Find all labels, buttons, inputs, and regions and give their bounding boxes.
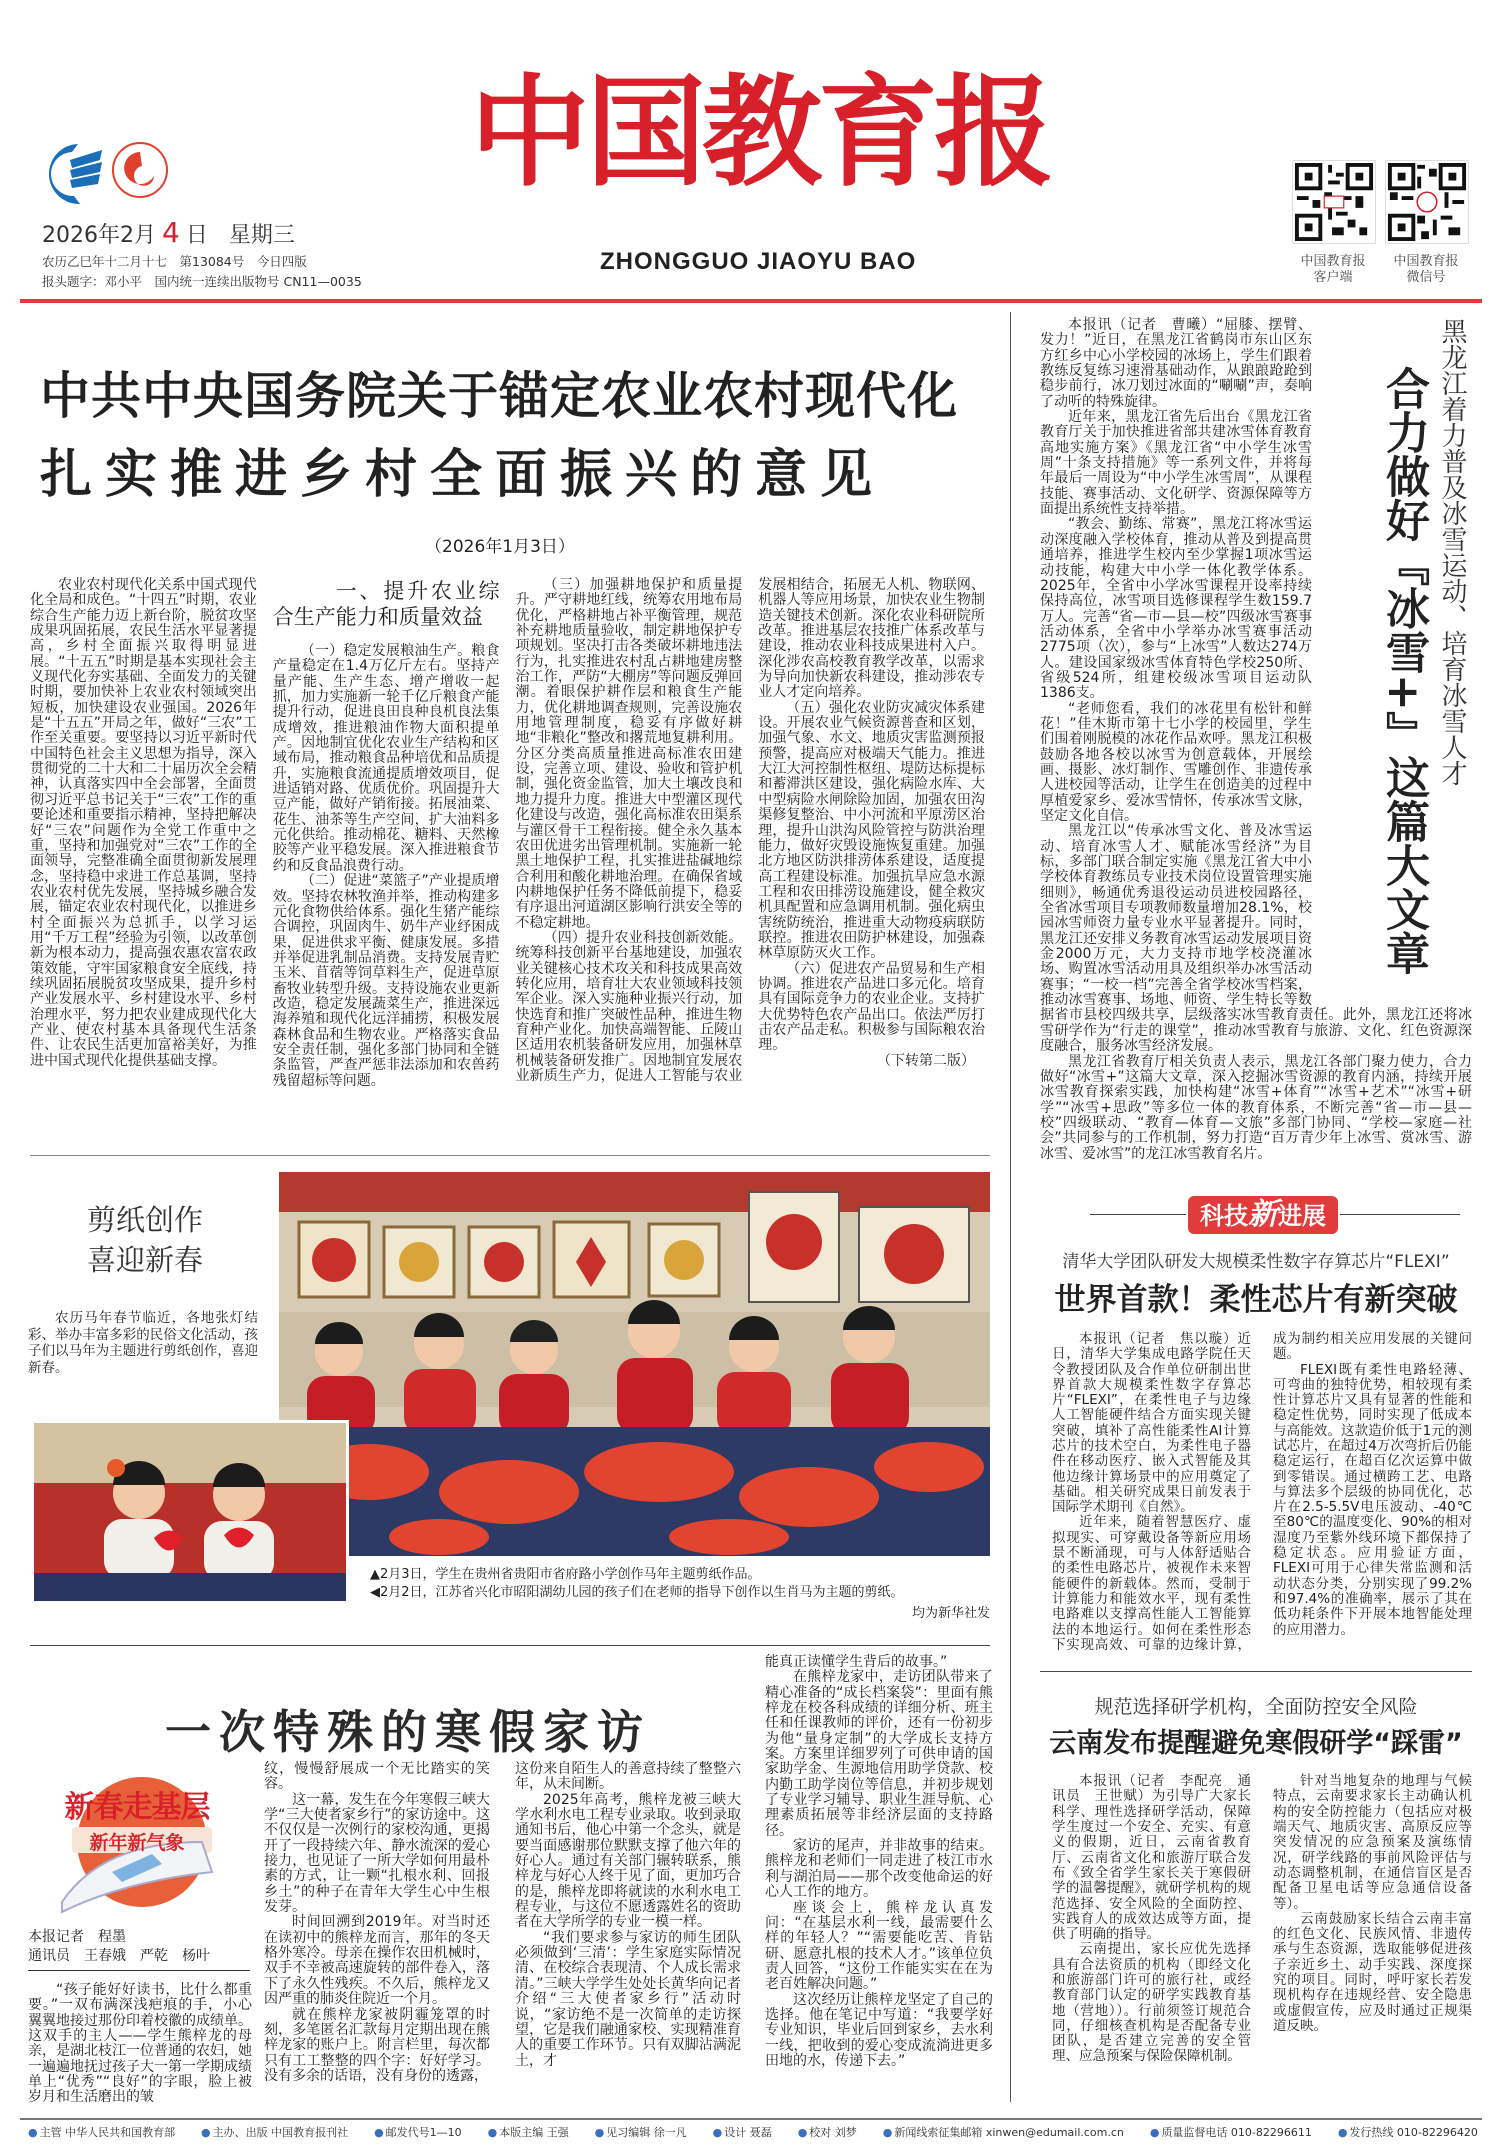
date-suffix: 日 bbox=[185, 223, 208, 248]
paragraph: 纹，慢慢舒展成一个无比踏实的笑容。 bbox=[264, 1761, 490, 1793]
paragraph: （四）提升农业科技创新效能。统筹科技创新平台基地建设，加强农业关键核心技术攻关和科技成果高效转化应用，培育壮大农业领域科技领军企业。深入实施种业振兴行动，加快选育和推广突破性品种，推进生物育种产业化。加快高端智能、丘陵山区适用农机装备研发应用，加强林草机械装备研发推广。因地制宜发展农业新质生产力，促进人工智能与农业发展相结合，拓展无人机、物联网、机器人等应用场景，加快农业生物制造关键技术创新。深化农业科研院所改革。推进基层农技推广体系改革与建设，推动农业科技成果进村入户。深化涉农高校教育教学改革，以需求为导向加快新农科建设，推动涉农专业人才定向培养。 bbox=[515, 577, 985, 1084]
qr-code-icon bbox=[1385, 160, 1469, 244]
main-headline-line1: 中共中央国务院关于锚定农业农村现代化 bbox=[40, 367, 958, 425]
tech-article-subtitle: 清华大学团队研发大规模柔性数字存算芯片“FLEXI” bbox=[1062, 1251, 1450, 1272]
paragraph: 就在熊梓龙家被阴霾笼罩的时刻，多笔匿名汇款每月定期出现在熊梓龙家的账户上。附言栏里，每次都只有工工整整的四个字：好好学习。没有多余的话语，没有身份的透露， bbox=[264, 2006, 490, 2084]
qr-caption: 客户端 bbox=[1313, 270, 1353, 285]
date-prefix: 2026年2月 bbox=[42, 223, 156, 248]
ice-article-title: 合力做好『冰雪+』这篇大文章 bbox=[1378, 366, 1429, 975]
paragraph: 本报讯（记者 焦以璇）近日，清华大学集成电路学院任天令教授团队及合作单位研制出世界首款大规模柔性数字存算芯片“FLEXI”，在柔性电子与边缘人工智能硬件结合方面实现关键突破，填补了高性能柔性AI计算芯片的技术空白，为柔性电子器件在移动医疗、嵌入式智能及其他边缘计算场景中的应用奠定了基础。相关研究成果日前发表于国际学术期刊《自然》。 bbox=[1052, 1330, 1251, 1516]
kindergarten-papercut-photo bbox=[31, 1420, 349, 1604]
visit-column-2 bbox=[264, 1762, 490, 2084]
inscription-info: 报头题字：邓小平 国内统一连续出版物号 CN11—0035 bbox=[42, 274, 362, 289]
tech-article-title: 世界首款！柔性芯片有新突破 bbox=[1054, 1281, 1458, 1318]
photo-title-line: 喜迎新春 bbox=[86, 1243, 203, 1277]
paragraph: （三）加强耕地保护和质量提升。严守耕地红线，统筹农用地布局优化，严格耕地占补平衡管理，规范补充耕地质量验收，制定耕地保护专项规划。坚决打击各类破坏耕地违法行为，扎实推进农村乱占耕地建房整治工作，严防“大棚房”等问题反弹回潮。着眼保护耕作层和粮食生产能力，优化耕地调查规则，完善设施农用地管理制度，稳妥有序做好耕地“非粮化”整改和撂荒地复耕利用。分区分类高质量推进高标准农田建设，完善立项、建设、验收和管护机制，强化资金监管，加大土壤改良和地力提升力度。推进大中型灌区现代化建设与改造，强化高标准农田渠系与灌区骨干工程衔接。健全永久基本农田优进劣出管理机制。实施新一轮黑土地保护工程，扎实推进盐碱地综合利用和酸化耕地治理。在确保省域内耕地保护任务不降低前提下，稳妥有序退出河道湖区影响行洪安全等的不稳定耕地。 bbox=[515, 577, 743, 931]
section-divider bbox=[30, 1155, 990, 1156]
paragraph: 云南提出，家长应优先选择具有合法资质的机构（即经文化和旅游部门许可的旅行社，或经教育部门认定的研学实践教育基地（营地））。行前须签订规范合同，仔细核查机构是否配备专业团队，是否建立完善的安全管理、应急预案与保险保障机制。 bbox=[1052, 1941, 1251, 2065]
badge-title: 新春走基层 bbox=[64, 1790, 210, 1825]
badge-text-calligraphy: 新 bbox=[1248, 1196, 1278, 1232]
tech-article-body bbox=[1052, 1332, 1472, 1653]
footer-item: ● 主办、出版 中国教育报刊社 bbox=[201, 2126, 349, 2139]
ice-article-title-block bbox=[1322, 318, 1472, 998]
section-heading: 一、提升农业综合生产能力和质量效益 bbox=[272, 579, 500, 629]
paragraph: “教会、勤练、常赛”，黑龙江将冰雪运动深度融入学校体育，推动从普及到提高贯通培养，推进学生校内至少掌握1项冰雪运动技能，构建大中小学一体化教学体系。2025年，全省中小学冰雪课程开设率持续保持高位，冰雪项目选修课程学生数159.7万人。完善“省—市—县—校”四级冰雪赛事活动体系，全省中小学举办冰雪赛事活动2775项（次），参与“上冰雪”人数达274万人。建设国家级冰雪体育特色学校250所、省级524所，组建校级冰雪项目运动队1386支。 bbox=[1040, 516, 1312, 702]
footer-item: ● 见习编辑 徐一凡 bbox=[594, 2126, 687, 2139]
header-divider bbox=[20, 299, 1482, 303]
ice-article-kicker: 黑龙江着力普及冰雪运动、培育冰雪人才 bbox=[1437, 318, 1467, 786]
qr-caption: 微信号 bbox=[1406, 270, 1446, 285]
ice-article bbox=[1040, 318, 1472, 1162]
papercut-classroom-photo bbox=[279, 1172, 990, 1556]
paragraph: 农业农村现代化关系中国式现代化全局和成色。“十四五”时期，农业综合生产能力迈上新台阶，脱贫攻坚成果巩固拓展，农民生活水平显著提高，乡村全面振兴取得明显进展。“十五五”时期是基本实现社会主义现代化夯实基础、全面发力的关键时期，要加快补上农业农村领域突出短板，加快建设农业强国。2026年是“十五五”开局之年，做好“三农”工作至关重要。要坚持以习近平新时代中国特色社会主义思想为指导，深入贯彻党的二十大和二十届历次全会精神，认真落实四中全会部署，全面贯彻习近平总书记关于“三农”工作的重要论述和重要指示精神，坚持把解决好“三农”问题作为全党工作重中之重，坚持和加强党对“三农”工作的全面领导，完整准确全面贯彻新发展理念，坚持稳中求进工作总基调，坚持农业农村优先发展，坚持城乡融合发展，锚定农业农村现代化，以推进乡村全面振兴为总抓手，以学习运用“千万工程”经验为引领，以改革创新为根本动力，提高强农惠农富农政策效能，守牢国家粮食安全底线，持续巩固拓展脱贫攻坚成果，提升乡村产业发展水平、乡村建设水平、乡村治理水平，努力把农业建成现代化大产业、使农村基本具备现代生活条件、让农民生活更加富裕美好，为推进中国式现代化提供基础支撑。 bbox=[30, 577, 257, 1069]
paragraph: 这次经历让熊梓龙坚定了自己的选择。他在笔记中写道：“我要学好专业知识，毕业后回到家乡，去水利一线，把收到的爱心变成流淌进更多田地的水，传递下去。” bbox=[765, 1991, 993, 2069]
yunnan-article-body bbox=[1052, 1774, 1472, 2065]
paragraph: 这一幕，发生在今年寒假三峡大学“三大使者家乡行”的家访途中。这不仅仅是一次例行的家校沟通，更揭开了一段持续六年、静水流深的爱心接力，也见证了一所大学如何用最朴素的方式，让一颗“扎根水利、回报乡土”的种子在青年大学生心中生根发芽。 bbox=[264, 1791, 490, 1916]
lunar-issue-info: 农历乙巳年十二月十七 第13084号 今日四版 bbox=[42, 254, 307, 269]
main-article-body bbox=[30, 578, 985, 1089]
logo-group bbox=[40, 138, 170, 210]
photo-caption-1: ▲2月3日，学生在贵州省贵阳市省府路小学创作马年主题剪纸作品。 bbox=[370, 1567, 761, 1582]
column-divider bbox=[1010, 312, 1011, 2102]
masthead-logo: 中国教育报 bbox=[470, 62, 1050, 203]
paragraph: 这份来自陌生人的善意持续了整整六年，从未间断。 bbox=[515, 1761, 741, 1793]
section-divider bbox=[1040, 1671, 1472, 1672]
qr-client[interactable] bbox=[1292, 160, 1383, 286]
footer-item: ● 主管 中华人民共和国教育部 bbox=[28, 2126, 176, 2139]
paragraph: （六）促进农产品贸易和生产相协调。推进农产品进口多元化。培育具有国际竞争力的农业企业。支持扩大优势特色农产品出口。依法严厉打击农产品走私。积极参与国际粮农治理。 bbox=[758, 960, 985, 1054]
paragraph: 云南鼓励家长结合云南丰富的红色文化、民族风情、非遗传承与生态资源，选取能够促进孩子亲近乡土、动手实践、深度探究的项目。同时，呼吁家长若发现机构存在违规经营、安全隐患或虚假宣传，应及时通过正规渠道反映。 bbox=[1273, 1910, 1472, 2034]
paragraph: “孩子能好好读书，比什么都重要。”一双布满深浅疤痕的手，小心翼翼地接过那份印着校徽的成绩单。这双手的主人——学生熊梓龙的母亲，是湖北枝江一位普通的农妇，她一遍遍地抚过孩子大一第一学期成绩单上“优秀”“良好”的字眼，脸上被岁月和生活磨出的皱 bbox=[28, 1982, 252, 2106]
qr-caption: 中国教育报 bbox=[1300, 254, 1366, 269]
badge-text: 科技 bbox=[1200, 1201, 1248, 1230]
footer-email[interactable]: ● 新闻线索征集邮箱 xinwen@edumail.com.cn bbox=[882, 2126, 1124, 2139]
visit-column-4 bbox=[765, 1655, 993, 2069]
footer-info bbox=[28, 2124, 1478, 2140]
paragraph: 针对当地复杂的地理与气候特点，云南要求家长主动确认机构的安全防控能力（包括应对极端天气、地质灾害、高原反应等突发情况的应急预案及演练情况，研学线路的事前风险评估与动态调整机制，在通信盲区是否配备卫星电话等应急通信设备等）。 bbox=[1273, 1773, 1472, 1912]
main-article-date: （2026年1月3日） bbox=[425, 537, 575, 557]
badge-line bbox=[1090, 1214, 1186, 1215]
main-headline-line2: 扎实推进乡村全面振兴的意见 bbox=[40, 445, 886, 505]
section-divider bbox=[30, 1645, 990, 1646]
tech-badge-row bbox=[1040, 1196, 1472, 1236]
photo-caption-2: ◀2月2日，江苏省兴化市昭阳湖幼儿园的孩子们在老师的指导下创作以生肖马为主题的剪纸。 bbox=[370, 1585, 904, 1600]
paragraph: 黑龙江省教育厅相关负责人表示，黑龙江各部门聚力使力，合力做好“冰雪+”这篇大文章，深入挖掘冰雪资源的教育内涵，持续开展冰雪教育探索实践，加快构建“冰雪+体育”“冰雪+艺术”“冰雪+研学”“冰雪+思政”等多位一体的教育体系，不断完善“省—市—县—校”四级联动、“教育—体育—文旅”多部门协同、“学校—家庭—社会”共同参与的工作机制，努力打造“百万青少年上冰雪、赏冰雪、游冰雪、爱冰雪”的龙江冰雪教育名片。 bbox=[1040, 1053, 1472, 1162]
new-year-grassroots-badge bbox=[42, 1772, 232, 1922]
tech-progress-badge bbox=[1188, 1196, 1338, 1234]
paragraph: （五）强化农业防灾减灾体系建设。开展农业气候资源普查和区划，加强气象、水文、地质灾害监测预报预警，提高应对极端天气能力。推进大江大河控制性枢纽、堤防达标提标和蓄滞洪区建设，强化病险水库、大中型病险水闸除险加固，加强农田沟渠修复整治、中小河流和平原涝区治理，提升山洪沟风险管控与防洪治理能力，做好灾毁设施恢复重建。加强北方地区防洪排涝体系建设，适度提高工程建设标准。加强抗旱应急水源工程和农田排涝设施建设，健全救灾机具配置和应急调用机制。强化病虫害统防统治，推进重大动物疫病联防联控。推进农田防护林建设，加强森林草原防灭火工作。 bbox=[758, 699, 985, 962]
paragraph: 农历马年春节临近，各地张灯结彩、举办丰富多彩的民俗文化活动，孩子们以马年为主题进行剪纸创作，喜迎新春。 bbox=[28, 1310, 258, 1376]
badge-subtitle: 新年新气象 bbox=[89, 1832, 185, 1854]
paragraph: （一）稳定发展粮油生产。粮食产量稳定在1.4万亿斤左右。坚持产量产能、生产生态、增产增收一起抓，加力实施新一轮千亿斤粮食产能提升行动，促进良田良种良机良法集成增效，推进粮油作物大面积提单产。因地制宜优化农业生产结构和区域布局，推动粮食品种培优和品质提升，实施粮食流通提质增效项目，促进适销对路、优质优价。巩固提升大豆产能，做好产销衔接。拓展油菜、花生、油茶等生产空间，扩大油料多元化供给。推动棉花、糖料、天然橡胶等产业平稳发展。深入推进粮食节约和反食品浪费行动。 bbox=[272, 643, 500, 874]
footer-item: ● 邮发代号1—10 bbox=[374, 2126, 462, 2139]
paragraph: FLEXI既有柔性电路轻薄、可弯曲的独特优势，相较现有柔性计算芯片又具有显著的性能和稳定性优势，同时实现了低成本与高能效。这款造价低于1元的测试芯片，在超过4万次弯折后仍能稳定运行，在超百亿次运算中做到零错误。通过横跨工艺、电路与算法多个层级的协同优化，芯片在2.5-5.5V电压波动、-40℃至80℃的温度变化、90%的相对湿度乃至紫外线环境下都保持了稳定状态。应用验证方面，FLEXI可用于心律失常监测和活动状态分类，分别实现了99.2%和97.4%的准确率，展示了其在低功耗条件下开展本地智能处理的应用潜力。 bbox=[1273, 1361, 1472, 1638]
footer-item: ● 本版主编 王强 bbox=[487, 2126, 569, 2139]
visit-column-3 bbox=[515, 1762, 741, 2069]
paragraph: 家访的尾声，并非故事的结束。熊梓龙和老师们一同走进了枝江市水利与湖泊局——那个改变他命运的好心人工作的地方。 bbox=[765, 1838, 993, 1901]
photo-feature-title bbox=[60, 1200, 230, 1280]
paragraph: （二）促进“菜篮子”产业提质增效。坚持农林牧渔并举，推动构建多元化食物供给体系。强化生猪产能综合调控，巩固肉牛、奶牛产业纾困成果，促进供求平衡、健康发展。多措并举促进乳制品消费。支持发展青贮玉米、苜蓿等饲草料生产，促进草原畜牧业转型升级。支持设施农业更新改造，稳定发展蔬菜生产，推进深远海养殖和现代化远洋捕捞，积极发展森林食品和生物农业。严格落实食品安全责任制，强化多部门协同和全链条监管，严查严惩非法添加和农兽药残留超标等问题。 bbox=[272, 873, 500, 1089]
yunnan-article-subtitle: 规范选择研学机构，全面防控安全风险 bbox=[1094, 1696, 1418, 1719]
byline-reporter: 本报记者 程墨 bbox=[28, 1929, 126, 1945]
byline-correspondents: 通讯员 王春娥 严乾 杨叶 bbox=[28, 1948, 210, 1964]
yunnan-article-title: 云南发布提醒避免寒假研学“踩雷” bbox=[1049, 1728, 1463, 1760]
paragraph: 在熊梓龙家中，走访团队带来了精心准备的“成长档案袋”：里面有熊梓龙在校各科成绩的详细分析、班主任和任课教师的评价，还有一份初步为他“量身定制”的大学成长支持方案。方案里详细罗列了可供申请的国家助学金、生源地信用助学贷款、校内勤工助学岗位等信息，并初步规划了专业学习辅导、职业生涯导航、心理素质拓展等非经济层面的支持路径。 bbox=[765, 1669, 993, 1839]
paragraph: 座谈会上，熊梓龙认真发问：“在基层水利一线，最需要什么样的年轻人？”“需要能吃苦、肯钻研、愿意扎根的技术人才。”该单位负责人回答，“这份工作能实实在在为老百姓解决问题。” bbox=[765, 1899, 993, 1993]
issue-date bbox=[42, 216, 295, 249]
date-day: 4 bbox=[162, 216, 180, 249]
visit-column-1 bbox=[28, 1983, 252, 2106]
paragraph: “老师您看，我们的冰花里有松针和鲜花！”佳木斯市第十七小学的校园里，学生们围着刚脱模的冰花作品欢呼。黑龙江积极鼓励各地各校以冰雪为创意载体，开展绘画、摄影、冰灯制作、雪雕创作、非遗传承人进校园等活动，让学生在创造美的过程中厚植爱家乡、爱冰雪情怀，传承冰雪文脉，坚定文化自信。 bbox=[1040, 700, 1312, 824]
visit-byline bbox=[28, 1928, 250, 1971]
masthead-pinyin: ZHONGGUO JIAOYU BAO bbox=[600, 248, 917, 275]
paragraph: 本报讯（记者 曹曦）“屈膝、摆臂、发力！”近日，在黑龙江省鹤岗市东山区东方红乡中心小学校园的冰场上，学生们跟着教练反复练习速滑基础动作，从踉踉跄跄到稳步前行，冰刀划过冰面的“唰唰”声，奏响了动听的特殊旋律。 bbox=[1040, 317, 1312, 410]
paragraph: 时间回溯到2019年。对当时还在读初中的熊梓龙而言，那年的冬天格外寒冷。母亲在操作农田机械时，双手不幸被高速旋转的部件卷入，落下了永久性残疾。不久后，熊梓龙又因严重的肺炎住院近一个月。 bbox=[264, 1914, 490, 2008]
newspaper-logo-icon bbox=[40, 138, 170, 210]
footer-item: ● 校对 刘梦 bbox=[797, 2126, 857, 2139]
photo-feature-description bbox=[28, 1310, 258, 1376]
footer-item: ● 设计 聂磊 bbox=[712, 2126, 772, 2139]
visit-article-title: 一次特殊的寒假家访 bbox=[165, 1705, 651, 1759]
paragraph: 2025年高考，熊梓龙被三峡大学水利水电工程专业录取。收到录取通知书后，他心中第一个念头，就是要当面感谢那位默默支撑了他六年的好心人。通过有关部门辗转联系，熊梓龙与好心人终于见了面，更加巧合的是，熊梓龙即将就读的水利水电工程专业，与这位不愿透露姓名的资助者在大学所学的专业一模一样。 bbox=[515, 1791, 741, 1931]
paragraph: 近年来，随着智慧医疗、虚拟现实、可穿戴设备等新应用场景不断涌现，可与人体舒适贴合的柔性电路芯片，被视作未来智能硬件的新载体。然而，受制于计算能力和能效水平，现有柔性电路难以支撑高性能人工智能算法的本地运行。如何在柔性形态下实现高效、可靠的边缘计算，成为制约相关应用发展的关键问题。 bbox=[1052, 1330, 1472, 1653]
qr-code-icon bbox=[1292, 160, 1376, 244]
footer-item: ● 发行热线 010-82296420 bbox=[1337, 2126, 1478, 2139]
photo-title-line: 剪纸创作 bbox=[86, 1203, 203, 1237]
weekday: 星期三 bbox=[228, 223, 295, 248]
footer-divider bbox=[20, 2118, 1482, 2120]
continued-note[interactable]: （下转第二版） bbox=[877, 1052, 975, 1069]
footer-item: ● 质量监督电话 010-82296611 bbox=[1149, 2126, 1312, 2139]
qr-wechat[interactable] bbox=[1385, 160, 1476, 286]
right-column bbox=[1040, 318, 1472, 2065]
paragraph: 黑龙江以“传承冰雪文化、普及冰雪运动、培育冰雪人才、赋能冰雪经济”为目标，多部门联合制定实施《黑龙江省大中小学校体育教练员专业技术岗位设置管理实施细则》，畅通优秀退役运动员进校园路径，全省冰雪项目专项教师数量增加28.1%，校园冰雪师资力量专业水平显著提升。同时，黑龙江还安排义务教育冰雪运动发展项目资金2000万元，大力支持市地学校浇灌冰场、购置冰雪活动用具及组织举办冰雪活动赛事；“一校一档”完善全省学校冰雪档案，推动冰雪赛事、场地、师资、学生特长等数据省市县校四级共享，层级落实冰雪教育责任。此外，黑龙江还将冰雪研学作为“行走的课堂”，推动冰雪教育与旅游、文化、红色资源深度融合，服务冰雪经济发展。 bbox=[1040, 823, 1472, 1055]
photo-credit: 均为新华社发 bbox=[911, 1606, 990, 1621]
paragraph: 本报讯（记者 李配亮 通讯员 王世赋）为引导广大家长科学、理性选择研学活动，保障学生度过一个安全、充实、有意义的假期，近日，云南省教育厅、云南省文化和旅游厅联合发布《致全省学生家长关于寒假研学的温馨提醒》，就研学机构的规范选择、安全风险的全面防控、实践育人的成效达成等方面，提供了明确的指导。 bbox=[1052, 1773, 1251, 1943]
badge-line bbox=[1340, 1214, 1460, 1215]
paragraph: 能真正读懂学生背后的故事。” bbox=[765, 1654, 948, 1670]
badge-text: 进展 bbox=[1278, 1201, 1326, 1230]
paragraph: 近年来，黑龙江省先后出台《黑龙江省教育厅关于加快推进省部共建冰雪体育教育高地实施方案》《黑龙江省“中小学生冰雪周”十条支持措施》等一系列文件，并将每年最后一周设为“中小学生冰雪周”，从课程技能、赛事活动、文化研学、资源保障等方面提出系统性支持举措。 bbox=[1040, 409, 1312, 518]
qr-caption: 中国教育报 bbox=[1393, 254, 1459, 269]
paragraph: “我们要求参与家访的师生团队必须做到‘三清’：学生家庭实际情况清、在校综合表现清、个人成长需求清。”三峡大学学生处处长黄华向记者介绍“三大使者家乡行”活动时说，“家访绝不是一次简单的走访探望，它是我们融通家校、实现精准育人的重要工作环节。只有双脚沾满泥土，才 bbox=[515, 1929, 741, 2069]
